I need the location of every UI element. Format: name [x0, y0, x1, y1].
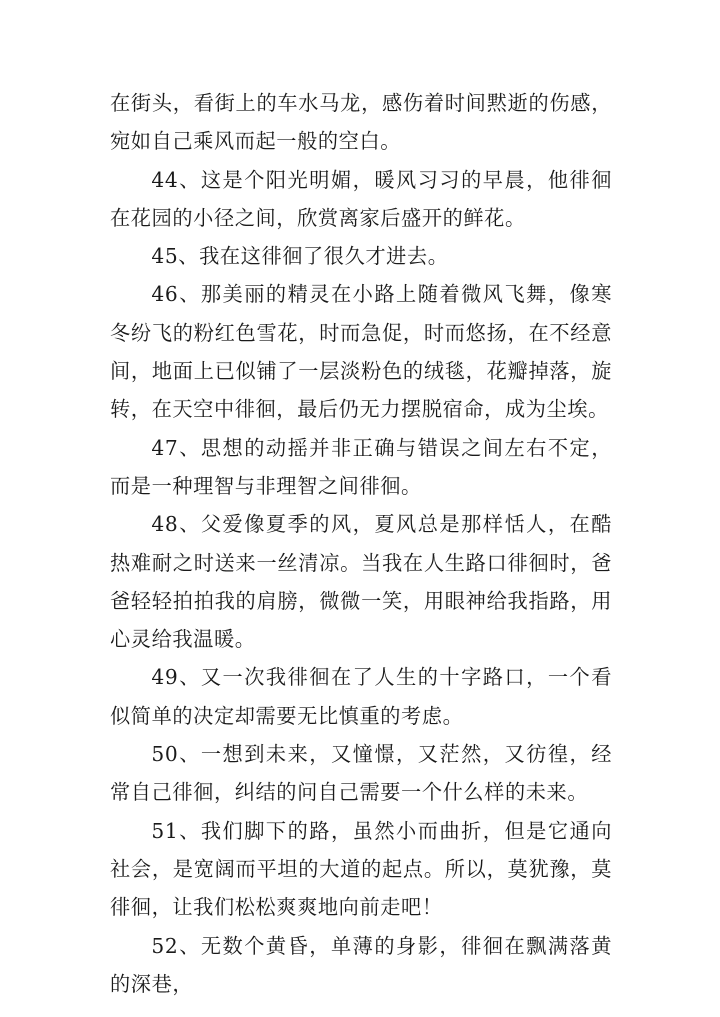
- document-page: [110, 84, 612, 1003]
- paragraph-48: 48、父爱像夏季的风，夏风总是那样恬人，在酷热难耐之时送来一丝清凉。当我在人生路口徘徊时，爸爸轻轻拍拍我的肩膀，微微一笑，用眼神给我指路，用心灵给我温暖。: [110, 512, 612, 652]
- paragraph-44: 44、这是个阳光明媚，暖风习习的早晨，他徘徊在花园的小径之间，欣赏离家后盛开的鲜花。: [110, 167, 612, 230]
- paragraph-45: 45、我在这徘徊了很久才进去。: [151, 244, 449, 269]
- paragraph-continuation: 在街头，看街上的车水马龙，感伤着时间黙逝的伤感，宛如自己乘风而起一般的空白。: [110, 91, 612, 154]
- paragraph-50: 50、一想到未来，又憧憬，又茫然，又彷徨，经常自己徘徊，纠结的问自己需要一个什么样的未来。: [110, 742, 612, 805]
- paragraph-46: 46、那美丽的精灵在小路上随着微风飞舞，像寒冬纷飞的粉红色雪花，时而急促，时而悠扬，在不经意间，地面上已似铺了一层淡粉色的绒毯，花瓣掉落，旋转，在天空中徘徊，最后仍无力摆脱宿命，成为尘埃。: [110, 282, 612, 422]
- paragraph-47: 47、思想的动摇并非正确与错误之间左右不定，而是一种理智与非理智之间徘徊。: [110, 435, 612, 498]
- paragraph-52: 52、无数个黄昏，单薄的身影，徘徊在飘满落黄的深巷，: [110, 933, 612, 996]
- paragraph-49: 49、又一次我徘徊在了人生的十字路口，一个看似简单的决定却需要无比慎重的考虑。: [110, 665, 612, 728]
- paragraph-51: 51、我们脚下的路，虽然小而曲折，但是它通向社会，是宽阔而平坦的大道的起点。所以，莫犹豫，莫徘徊，让我们松松爽爽地向前走吧！: [110, 818, 612, 920]
